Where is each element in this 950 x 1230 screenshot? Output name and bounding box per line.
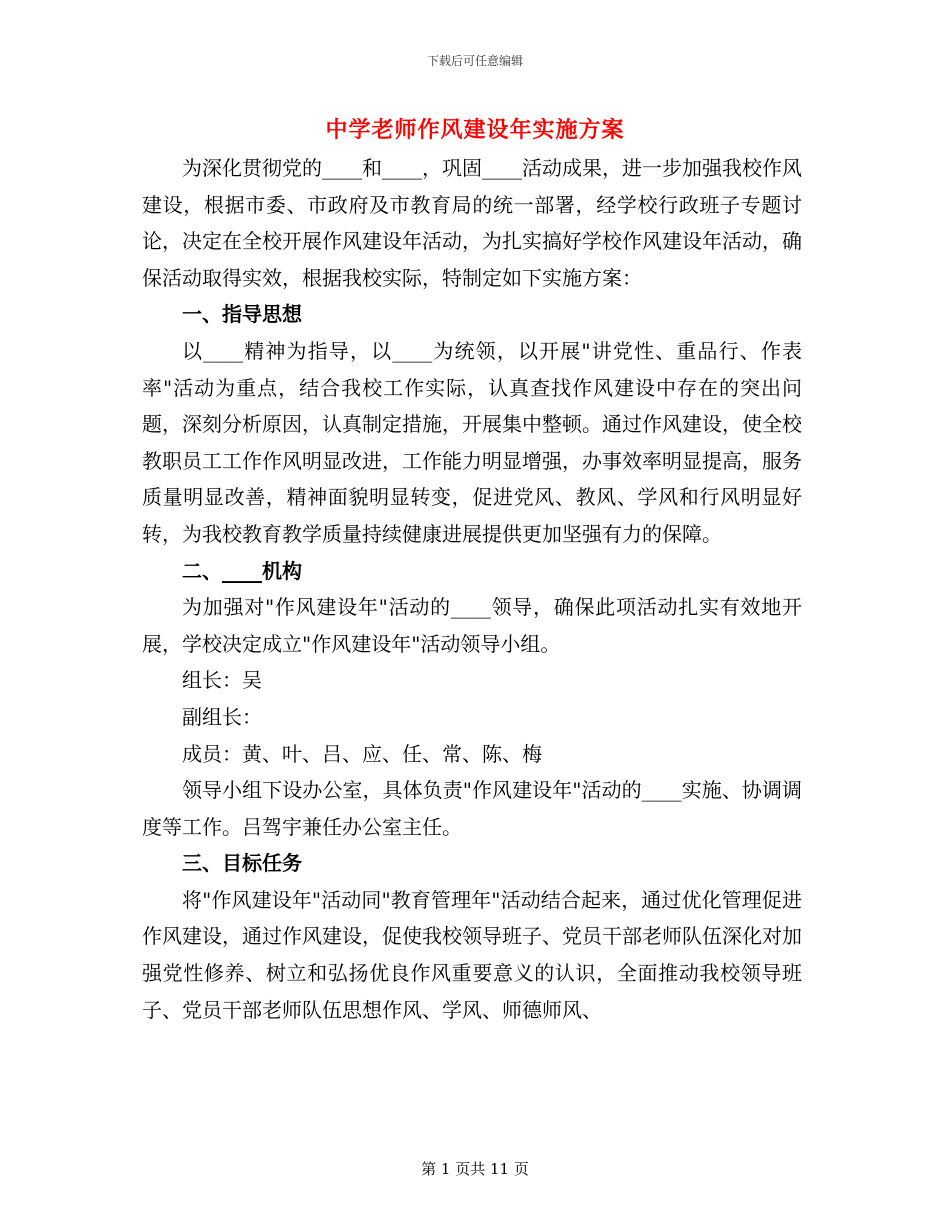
- intro-paragraph: 为深化贯彻党的____和____，巩固____活动成果，进一步加强我校作风建设，根据市委、市政府及市教育局的统一部署，经学校行政班子专题讨论，决定在全校开展作风建设年活动，为扎实搞好学校作风建设年活动，确保活动取得实效，根据我校实际，特制定如下实施方案：: [142, 156, 802, 290]
- section-heading-goals: 三、目标任务: [182, 851, 302, 876]
- office-paragraph: 领导小组下设办公室，具体负责"作风建设年"活动的____实施、协调调度等工作。吕驾宇兼任办公室主任。: [142, 778, 802, 839]
- deputy-leader-line: 副组长：: [182, 704, 262, 729]
- guiding-thought-paragraph: 以____精神为指导，以____为统领，以开展"讲党性、重品行、作表率"活动为重点，结合我校工作实际，认真查找作风建设中存在的突出问题，深刻分析原因，认真制定措施，开展集中整顿。通过作风建设，使全校教职员工工作作风明显改进，工作能力明显增强，办事效率明显提高，服务质量明显改善，精神面貌明显转变，促进党风、教风、学风和行风明显好转，为我校教育教学质量持续健康进展提供更加坚强有力的保障。: [142, 338, 802, 546]
- page-number-footer: 第 1 页共 11 页: [421, 1160, 529, 1178]
- document-title: 中学老师作风建设年实施方案: [325, 118, 625, 143]
- page-header-note: 下载后可任意编辑: [426, 54, 523, 68]
- goals-paragraph: 将"作风建设年"活动同"教育管理年"活动结合起来，通过优化管理促进作风建设，通过作风建设，促使我校领导班子、党员干部老师队伍深化对加强党性修养、树立和弘扬优良作风重要意义的认识，全面推动我校领导班子、党员干部老师队伍思想作风、学风、师德师风、: [142, 887, 802, 1022]
- group-leader-line: 组长：吴: [182, 668, 262, 693]
- organization-paragraph: 为加强对"作风建设年"活动的____领导，确保此项活动扎实有效地开展，学校决定成立"作风建设年"活动领导小组。: [142, 595, 802, 656]
- members-line: 成员：黄、叶、吕、应、任、常、陈、梅: [182, 741, 542, 766]
- document-body: [142, 150, 802, 1028]
- section-heading-guiding-thought: 一、指导思想: [182, 302, 302, 327]
- section-heading-organization: 二、____机构: [182, 558, 302, 583]
